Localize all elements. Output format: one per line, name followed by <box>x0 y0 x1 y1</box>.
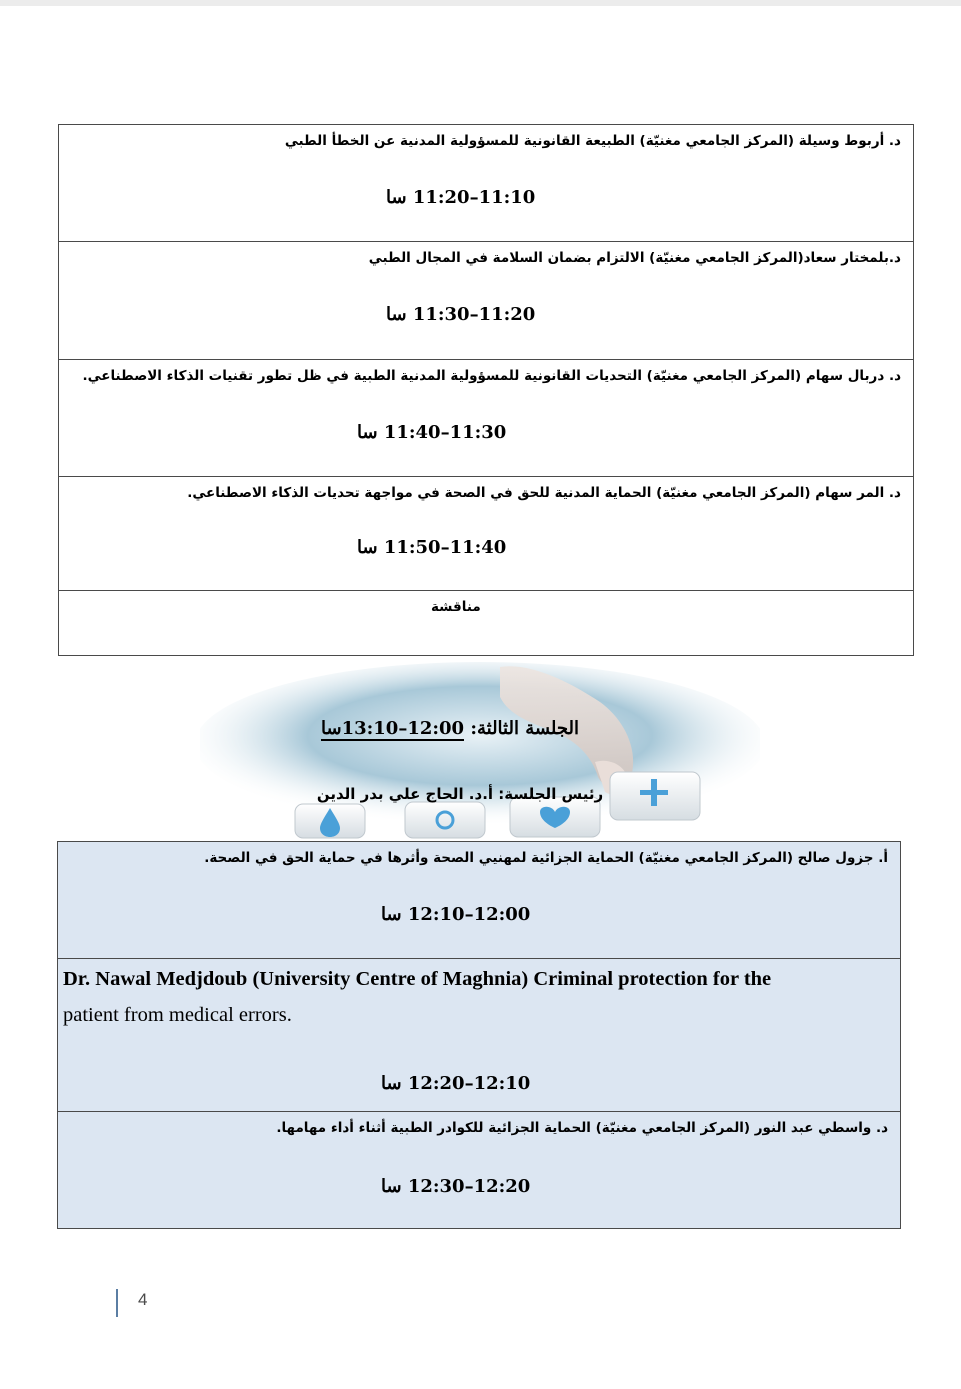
presenter-text: د. أربوط وسيلة (المركز الجامعي مغنيّة) الطبيعة القانونية للمسؤولية المدنية عن الخطأ الطبي <box>284 133 901 149</box>
presenter-en-line1: Dr. Nawal Medjdoub (University Centre of Maghnia) Criminal protection for the <box>63 968 772 990</box>
table-row <box>58 842 901 959</box>
time-slot: 12:10–12:20 سا <box>381 1073 531 1094</box>
discussion-text: مناقشة <box>431 599 481 615</box>
session-title <box>300 718 600 739</box>
time-slot: 12:00–12:10 سا <box>381 904 531 925</box>
session-time: 12:00–13:10سا <box>320 718 465 739</box>
time-slot: 11:20–11:30 سا <box>386 304 536 325</box>
table-row <box>58 1112 901 1229</box>
time-slot: 11:30–11:40 سا <box>357 422 507 443</box>
session2-table <box>58 124 914 656</box>
table-row <box>59 477 914 591</box>
table-row <box>59 125 914 242</box>
presenter-text: د. دربال سهام (المركز الجامعي مغنيّة) التحديات القانونية للمسؤولية المدنية الطبية في ظل تطور تقنيات الذكاء الاصطناعي. <box>82 368 901 384</box>
presenter-en-line2: patient from medical errors. <box>63 1004 292 1026</box>
presenter-text-en <box>63 961 895 1033</box>
session-banner-image <box>200 662 760 840</box>
schedule-cell <box>58 959 901 1112</box>
presenter-text: أ. جزول صالح (المركز الجامعي مغنيّة) الحماية الجزائية لمهنيي الصحة وأثرها في حماية الحق في الصحة. <box>204 850 888 866</box>
session-label: الجلسة الثالثة: <box>470 718 579 739</box>
schedule-cell <box>58 1112 901 1229</box>
table-row <box>59 591 914 656</box>
session3-table <box>57 841 901 1229</box>
time-slot: 11:10–11:20 سا <box>386 187 536 208</box>
schedule-cell <box>59 125 914 242</box>
footer-divider <box>116 1289 118 1317</box>
presenter-text: د. واسطي عبد النور (المركز الجامعي مغنيّة) الحماية الجزائية للكوادر الطبية أثناء أداء مهامها. <box>276 1120 888 1136</box>
schedule-cell <box>59 360 914 477</box>
schedule-cell <box>58 842 901 959</box>
top-strip <box>0 0 961 6</box>
table-row <box>59 242 914 360</box>
page-number: 4 <box>138 1290 148 1309</box>
presenter-text: د. المر سهام (المركز الجامعي مغنيّة) الحماية المدنية للحق في الصحة في مواجهة تحديات الذكاء الاصطناعي. <box>187 485 901 501</box>
time-slot: 12:20–12:30 سا <box>381 1176 531 1197</box>
time-slot: 11:40–11:50 سا <box>357 537 507 558</box>
schedule-cell <box>59 242 914 360</box>
session-chair: رئيس الجلسة: أ.د. الحاج علي بدر الدين <box>316 785 604 803</box>
presenter-text: د.بلمختار سعاد(المركز الجامعي مغنيّة) الالتزام بضمان السلامة في المجال الطبي <box>368 250 901 266</box>
table-row <box>58 959 901 1112</box>
discussion-cell <box>59 591 914 656</box>
schedule-cell <box>59 477 914 591</box>
table-row <box>59 360 914 477</box>
banner-illustration <box>200 662 760 840</box>
